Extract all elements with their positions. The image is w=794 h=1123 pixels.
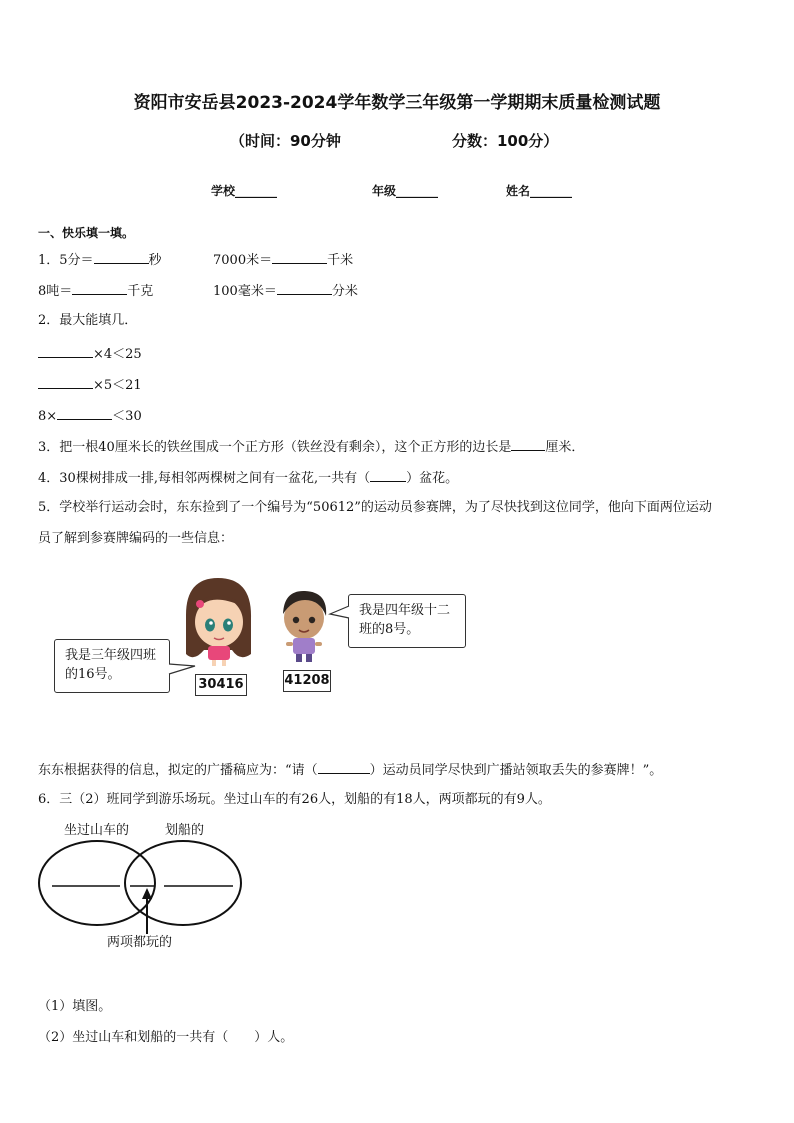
page-title: 资阳市安岳县2023-2024学年数学三年级第一学期期末质量检测试题 [133, 93, 661, 113]
answer-blank[interactable] [72, 280, 127, 295]
q2-stem: 2．最大能填几． [38, 313, 138, 328]
answer-blank[interactable] [57, 405, 112, 420]
girl-number-card: 30416 [195, 674, 247, 696]
venn-arrowhead-icon [142, 888, 152, 899]
q1-a [38, 249, 162, 270]
q1-a-unit: 秒 [148, 253, 162, 268]
answer-blank[interactable] [38, 374, 93, 389]
q1-d [213, 280, 358, 301]
answer-blank[interactable] [38, 343, 93, 358]
q2-line3-prefix: 8× [38, 409, 58, 424]
school-field[interactable]: 学校_______ [211, 184, 278, 198]
q5-broadcast [38, 759, 662, 780]
q4-text: 4．30棵树排成一排,每相邻两棵树之间有一盆花,一共有（ [38, 471, 371, 486]
q1-b-prefix: 7000米＝ [213, 253, 273, 268]
q4-end: ）盆花。 [406, 471, 459, 486]
q6-sub2: （2）坐过山车和划船的一共有（ ）人。 [38, 1030, 294, 1045]
q1-b [213, 249, 353, 270]
answer-blank[interactable] [277, 280, 332, 295]
venn-diagram [30, 836, 260, 942]
answer-blank[interactable] [370, 467, 406, 482]
q4 [38, 467, 458, 488]
q2-line1 [38, 343, 142, 364]
grade-field[interactable]: 年级_______ [372, 184, 439, 198]
q2-line3-suffix: ＜30 [112, 409, 142, 424]
q6-sub1: （1）填图。 [38, 999, 112, 1014]
q3 [38, 436, 584, 457]
venn-label-both: 两项都玩的 [107, 935, 173, 950]
q1-c-unit: 千克 [127, 284, 154, 299]
section-heading: 一、快乐填一填。 [38, 226, 135, 240]
q1-c-prefix: 8吨＝ [38, 284, 73, 299]
answer-blank[interactable] [318, 759, 370, 774]
name-field[interactable]: 姓名_______ [506, 184, 573, 198]
answer-blank[interactable] [272, 249, 327, 264]
girl-bubble-tail [169, 664, 195, 674]
venn-label-right: 划船的 [165, 823, 205, 838]
q2-line2 [38, 374, 142, 395]
venn-circle-right [125, 841, 241, 925]
venn-circle-left [39, 841, 155, 925]
girl-speech-text: 我是三年级四班的16号。 [65, 648, 157, 682]
q1-d-unit: 分米 [331, 284, 358, 299]
boy-bubble-tail [330, 606, 349, 618]
score-info: 分数：100分） [452, 132, 559, 150]
venn-label-left: 坐过山车的 [64, 823, 130, 838]
q1-c [38, 280, 153, 301]
q5-broadcast-prefix: 东东根据获得的信息，拟定的广播稿应为：“请（ [38, 763, 318, 778]
q6-stem: 6．三（2）班同学到游乐场玩。坐过山车的有26人，划船的有18人，两项都玩的有9人。 [38, 792, 551, 807]
boy-figure-icon [283, 591, 326, 662]
q5-broadcast-suffix: ）运动员同学尽快到广播站领取丢失的参赛牌！”。 [369, 763, 663, 778]
time-info: （时间：90分钟 [230, 132, 341, 150]
girl-figure-icon [186, 578, 251, 666]
q1-a-prefix: 1．5分＝ [38, 253, 94, 268]
q3-unit: 厘米． [545, 440, 585, 455]
q1-b-unit: 千米 [327, 253, 354, 268]
q2-line3 [38, 405, 142, 426]
q5-illustration [0, 570, 794, 700]
q5-line2: 员了解到参赛牌编码的一些信息： [38, 531, 234, 546]
q2-line2-text: ×5＜21 [93, 378, 142, 393]
q3-text: 3．把一根40厘米长的铁丝围成一个正方形（铁丝没有剩余），这个正方形的边长是 [38, 440, 512, 455]
answer-blank[interactable] [511, 436, 545, 451]
q5-line1: 5．学校举行运动会时，东东捡到了一个编号为“50612”的运动员参赛牌，为了尽快找到这位同学，他向下面两位运动 [38, 500, 712, 515]
boy-number-card: 41208 [283, 670, 331, 692]
q2-line1-text: ×4＜25 [93, 347, 142, 362]
boy-speech-text: 我是四年级十二班的8号。 [359, 603, 451, 637]
answer-blank[interactable] [94, 249, 149, 264]
q1-d-prefix: 100毫米＝ [213, 284, 277, 299]
